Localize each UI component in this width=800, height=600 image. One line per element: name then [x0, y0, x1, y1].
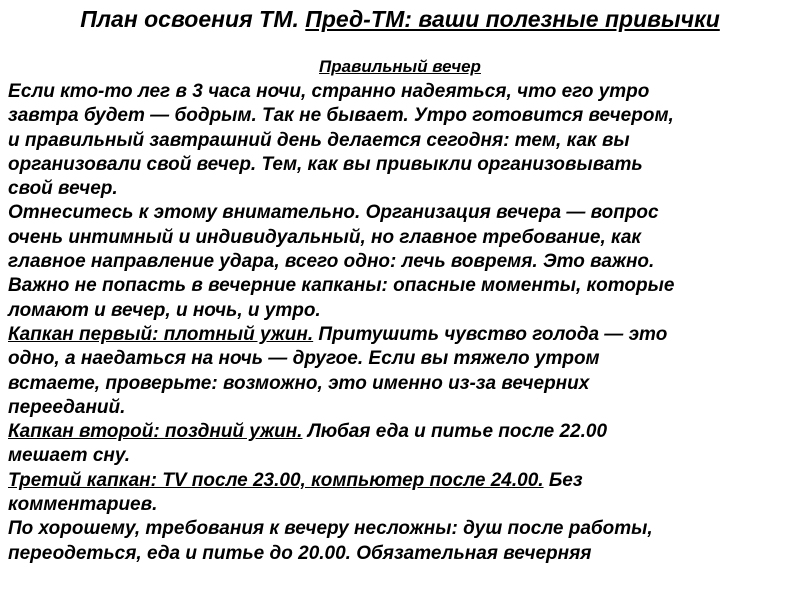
- line-text: организовали свой вечер. Тем, как вы привыкли организовывать: [8, 153, 643, 175]
- line-text: одно, а наедаться на ночь — другое. Если вы тяжело утром: [8, 348, 600, 370]
- line-text: главное направление удара, всего одно: лечь вовремя. Это важно.: [8, 251, 655, 273]
- text-line: [8, 104, 800, 128]
- line-text: Важно не попасть в вечерние капканы: опасные моменты, которые: [8, 275, 675, 297]
- line-text: Без: [543, 469, 583, 491]
- text-line: [8, 420, 800, 444]
- text-line: [8, 323, 800, 347]
- text-line: [8, 469, 800, 493]
- body-text: [8, 80, 800, 566]
- line-text: очень интимный и индивидуальный, но главное требование, как: [8, 226, 642, 248]
- line-text: Любая еда и питье после 22.00: [302, 421, 608, 443]
- line-text: мешает сну.: [8, 445, 130, 467]
- text-line: [8, 542, 800, 566]
- title-part-2: Пред-ТМ: ваши полезные привычки: [305, 6, 720, 32]
- line-text: свой вечер.: [8, 178, 118, 200]
- text-line: [8, 347, 800, 371]
- text-line: [8, 372, 800, 396]
- trap-heading: Капкан второй: поздний ужин.: [8, 421, 303, 443]
- line-text: ломают и вечер, и ночь, и утро.: [8, 299, 321, 321]
- line-text: По хорошему, требования к вечеру несложны: душ после работы,: [8, 518, 653, 540]
- text-line: [8, 129, 800, 153]
- text-line: [8, 153, 800, 177]
- line-text: встаете, проверьте: возможно, это именно из-за вечерних: [8, 372, 590, 394]
- text-line: [8, 274, 800, 298]
- text-line: [8, 299, 800, 323]
- line-text: и правильный завтрашний день делается сегодня: тем, как вы: [8, 129, 630, 151]
- text-line: [8, 80, 800, 104]
- line-text: Если кто-то лег в 3 часа ночи, странно надеяться, что его утро: [8, 81, 650, 102]
- trap-heading: Капкан первый: плотный ужин.: [8, 323, 314, 345]
- line-text: завтра будет — бодрым. Так не бывает. Утро готовится вечером,: [8, 105, 674, 127]
- line-text: Притушить чувство голода — это: [313, 323, 668, 345]
- text-line: [8, 226, 800, 250]
- text-line: [8, 250, 800, 274]
- line-text: комментариев.: [8, 494, 158, 516]
- title-part-1: План освоения ТМ.: [80, 6, 306, 32]
- text-line: [8, 517, 800, 541]
- text-line: [8, 177, 800, 201]
- line-text: переодеться, еда и питье до 20.00. Обязательная вечерняя: [8, 542, 592, 564]
- text-line: [8, 396, 800, 420]
- text-line: [8, 201, 800, 225]
- trap-heading: Третий капкан: TV после 23.00, компьютер после 24.00.: [8, 469, 544, 491]
- line-text: перееданий.: [8, 396, 126, 418]
- slide-title: [0, 6, 800, 33]
- section-heading: Правильный вечер: [319, 57, 481, 76]
- text-line: [8, 493, 800, 517]
- line-text: Отнеситесь к этому внимательно. Организация вечера — вопрос: [8, 202, 659, 224]
- text-line: [8, 444, 800, 468]
